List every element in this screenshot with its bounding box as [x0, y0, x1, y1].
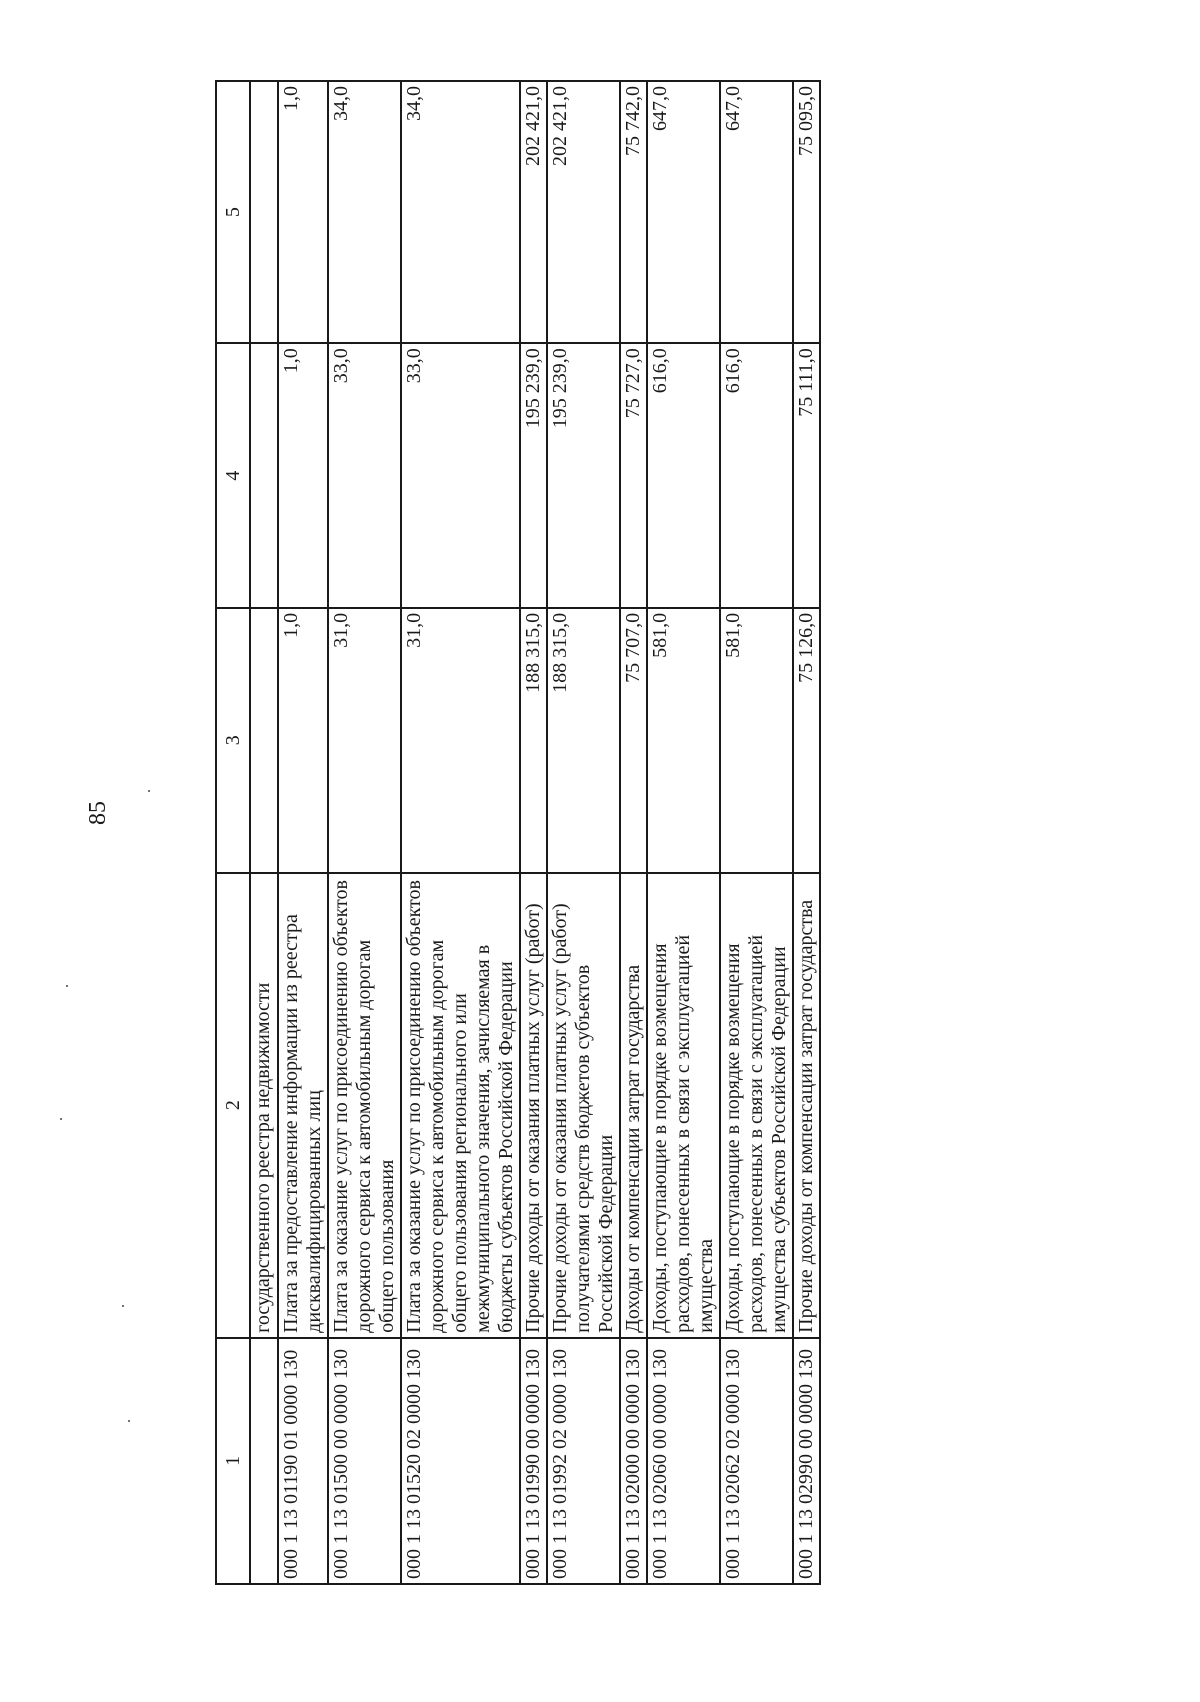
code-cell: 000 1 13 02000 00 0000 130: [620, 1338, 647, 1584]
scan-speck: [148, 790, 150, 792]
value-cell: [250, 343, 278, 608]
value-cell: 75 111,0: [793, 343, 820, 608]
table-row: [793, 81, 820, 1584]
name-cell: государственного реестра недвижимости: [250, 873, 278, 1338]
name-cell: Плата за оказание услуг по присоединению объектов дорожного сервиса к автомобильным дорогам общего пользования: [328, 873, 401, 1338]
name-cell: Прочие доходы от оказания платных услуг (работ): [520, 873, 547, 1338]
continuation-row: [250, 81, 278, 1584]
value-cell: 75 095,0: [793, 81, 820, 343]
column-header: 1: [216, 1338, 250, 1584]
value-cell: 647,0: [720, 81, 793, 343]
header-row: [216, 81, 250, 1584]
code-cell: 000 1 13 01992 02 0000 130: [547, 1338, 620, 1584]
value-cell: [250, 608, 278, 873]
code-cell: 000 1 13 01990 00 0000 130: [520, 1338, 547, 1584]
table-row: [278, 81, 328, 1584]
value-cell: 33,0: [401, 343, 520, 608]
value-cell: 31,0: [328, 608, 401, 873]
name-cell: Плата за предоставление информации из реестра дисквалифицированных лиц: [278, 873, 328, 1338]
name-cell: Прочие доходы от оказания платных услуг (работ) получателями средств бюджетов субъектов Российской Федерации: [547, 873, 620, 1338]
value-cell: 75 742,0: [620, 81, 647, 343]
value-cell: 195 239,0: [547, 343, 620, 608]
value-cell: 188 315,0: [547, 608, 620, 873]
table-row: [328, 81, 401, 1584]
code-cell: 000 1 13 01500 00 0000 130: [328, 1338, 401, 1584]
name-cell: Плата за оказание услуг по присоединению объектов дорожного сервиса к автомобильным дорогам общего пользования регионального или межмуниципального значения, зачисляемая в бюджеты субъектов Российской Федерации: [401, 873, 520, 1338]
column-header: 3: [216, 608, 250, 873]
value-cell: 75 707,0: [620, 608, 647, 873]
name-cell: Доходы от компенсации затрат государства: [620, 873, 647, 1338]
value-cell: 1,0: [278, 608, 328, 873]
code-cell: 000 1 13 02060 00 0000 130: [647, 1338, 720, 1584]
scan-speck: [60, 1118, 62, 1120]
code-cell: 000 1 13 02990 00 0000 130: [793, 1338, 820, 1584]
column-header: 5: [216, 81, 250, 343]
table-row: [401, 81, 520, 1584]
column-header: 4: [216, 343, 250, 608]
page-number: 85: [85, 801, 111, 825]
rotated-table-container: [215, 80, 1075, 1585]
value-cell: 202 421,0: [520, 81, 547, 343]
scan-speck: [122, 1305, 124, 1307]
value-cell: [250, 81, 278, 343]
table-row: [620, 81, 647, 1584]
value-cell: 75 126,0: [793, 608, 820, 873]
revenue-table: [215, 80, 821, 1585]
value-cell: 647,0: [647, 81, 720, 343]
scan-speck: [128, 1420, 130, 1422]
name-cell: Прочие доходы от компенсации затрат государства: [793, 873, 820, 1338]
code-cell: 000 1 13 02062 02 0000 130: [720, 1338, 793, 1584]
value-cell: 202 421,0: [547, 81, 620, 343]
code-cell: [250, 1338, 278, 1584]
value-cell: 34,0: [328, 81, 401, 343]
code-cell: 000 1 13 01190 01 0000 130: [278, 1338, 328, 1584]
name-cell: Доходы, поступающие в порядке возмещения расходов, понесенных в связи с эксплуатацией имущества: [647, 873, 720, 1338]
value-cell: 616,0: [647, 343, 720, 608]
value-cell: 33,0: [328, 343, 401, 608]
value-cell: 31,0: [401, 608, 520, 873]
value-cell: 195 239,0: [520, 343, 547, 608]
column-header: 2: [216, 873, 250, 1338]
table-row: [647, 81, 720, 1584]
table-row: [547, 81, 620, 1584]
value-cell: 34,0: [401, 81, 520, 343]
value-cell: 1,0: [278, 343, 328, 608]
value-cell: 188 315,0: [520, 608, 547, 873]
code-cell: 000 1 13 01520 02 0000 130: [401, 1338, 520, 1584]
value-cell: 616,0: [720, 343, 793, 608]
value-cell: 581,0: [647, 608, 720, 873]
table-row: [520, 81, 547, 1584]
value-cell: 1,0: [278, 81, 328, 343]
value-cell: 581,0: [720, 608, 793, 873]
name-cell: Доходы, поступающие в порядке возмещения расходов, понесенных в связи с эксплуатацией имущества субъектов Российской Федерации: [720, 873, 793, 1338]
scan-speck: [66, 985, 68, 987]
table-row: [720, 81, 793, 1584]
value-cell: 75 727,0: [620, 343, 647, 608]
